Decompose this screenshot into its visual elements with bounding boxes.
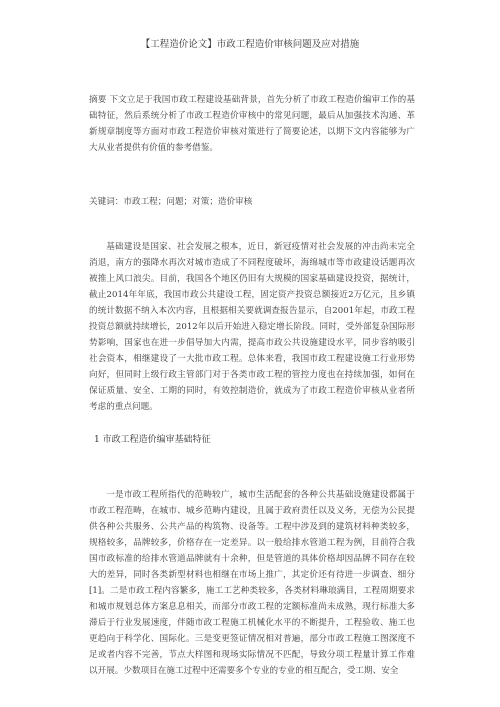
abstract-paragraph: 摘要 下文立足于我国市政工程建设基础背景，首先分析了市政工程造价编审工作的基础特征，然后系统分析了市政工程造价审核中的常见问题，最后从加强技术沟通、革新规章制度等方面对市政工程造价审核对策进行了简要论述，以期下文内容能够为广大从业者提供有价值的参考借鉴。 bbox=[89, 95, 415, 153]
intro-paragraph: 基础建设是国家、社会发展之根本，近日，新冠疫情对社会发展的冲击尚未完全消退，南方的强降水再次对城市造成了不同程度破坏，海绵城市等市政建设话题再次被推上风口浪尖。目前，我国各个地区仍旧有大规模的国家基础建设投资，据统计，截止2014年年底，我国市政公共建设工程，固定资产投资总额接近2万亿元，且乡镇的统计数据不纳入本次内容，且根据相关要就调查报告显示，自2001年起，市政工程投资总额就持续增长，2012年以后开始进入稳定增长阶段。同时，受外部复杂国际形势影响，国家也在进一步倡导加大内需，提高市政公共设施建设水平，同步容纳吸引社会资本，相继建设了一大批市政工程。总体来看，我国市政工程建设施工行业形势向好，但同时上级行政主管部门对于各类市政工程的管控力度也在持续加强，如何在保证质量、安全、工期的同时，有效控制造价，就成为了市政工程造价审核从业者所考虑的重点问题。 bbox=[89, 242, 415, 412]
document-title: 【工程造价论文】市政工程造价审核问题及应对措施 bbox=[140, 39, 360, 50]
body-paragraph: 一是市政工程所指代的范畴较广，城市生活配套的各种公共基础设施建设都属于市政工程范畴，在城市、城乡范畴内建设，且属于政府责任以及义务，无偿为公民提供各种公共服务、公共产品的构筑物、设备等。工程中涉及到的建筑材料种类较多，规格较多，品牌较多，价格存在一定差异。以一般给排水管道工程为例，目前符合我国市政标准的给排水管道品牌就有十余种，但是管道的具体价格却因品牌不同存在较大的差异，同时各类新型材料也相继在市场上推广，其定价还有待进一步调查、细分[1]。二是市政工程内容繁多，施工工艺种类较多，各类材料琳琅满目，工程周期要求和城市规划总体方案息息相关，而部分市政工程的定额标准尚未成熟，现行标准大多滞后于行业发展速度，伴随市政工程施工机械化水平的不断提升，工程验收、施工也更趋向于科学化、国际化。三是变更签证情况相对普遍，部分市政工程施工图深度不足或者内容不完善，节点大样图和现场实际情况不匹配，导致分项工程量计算工作难以开展。少数项目在施工过程中还需要多个专业的专业的相互配合，受工期、安全 bbox=[89, 490, 415, 676]
keywords-line: 关键词：市政工程；问题；对策；造价审核 bbox=[89, 197, 253, 207]
section-heading: 1 市政工程造价编审基础特征 bbox=[94, 435, 211, 445]
